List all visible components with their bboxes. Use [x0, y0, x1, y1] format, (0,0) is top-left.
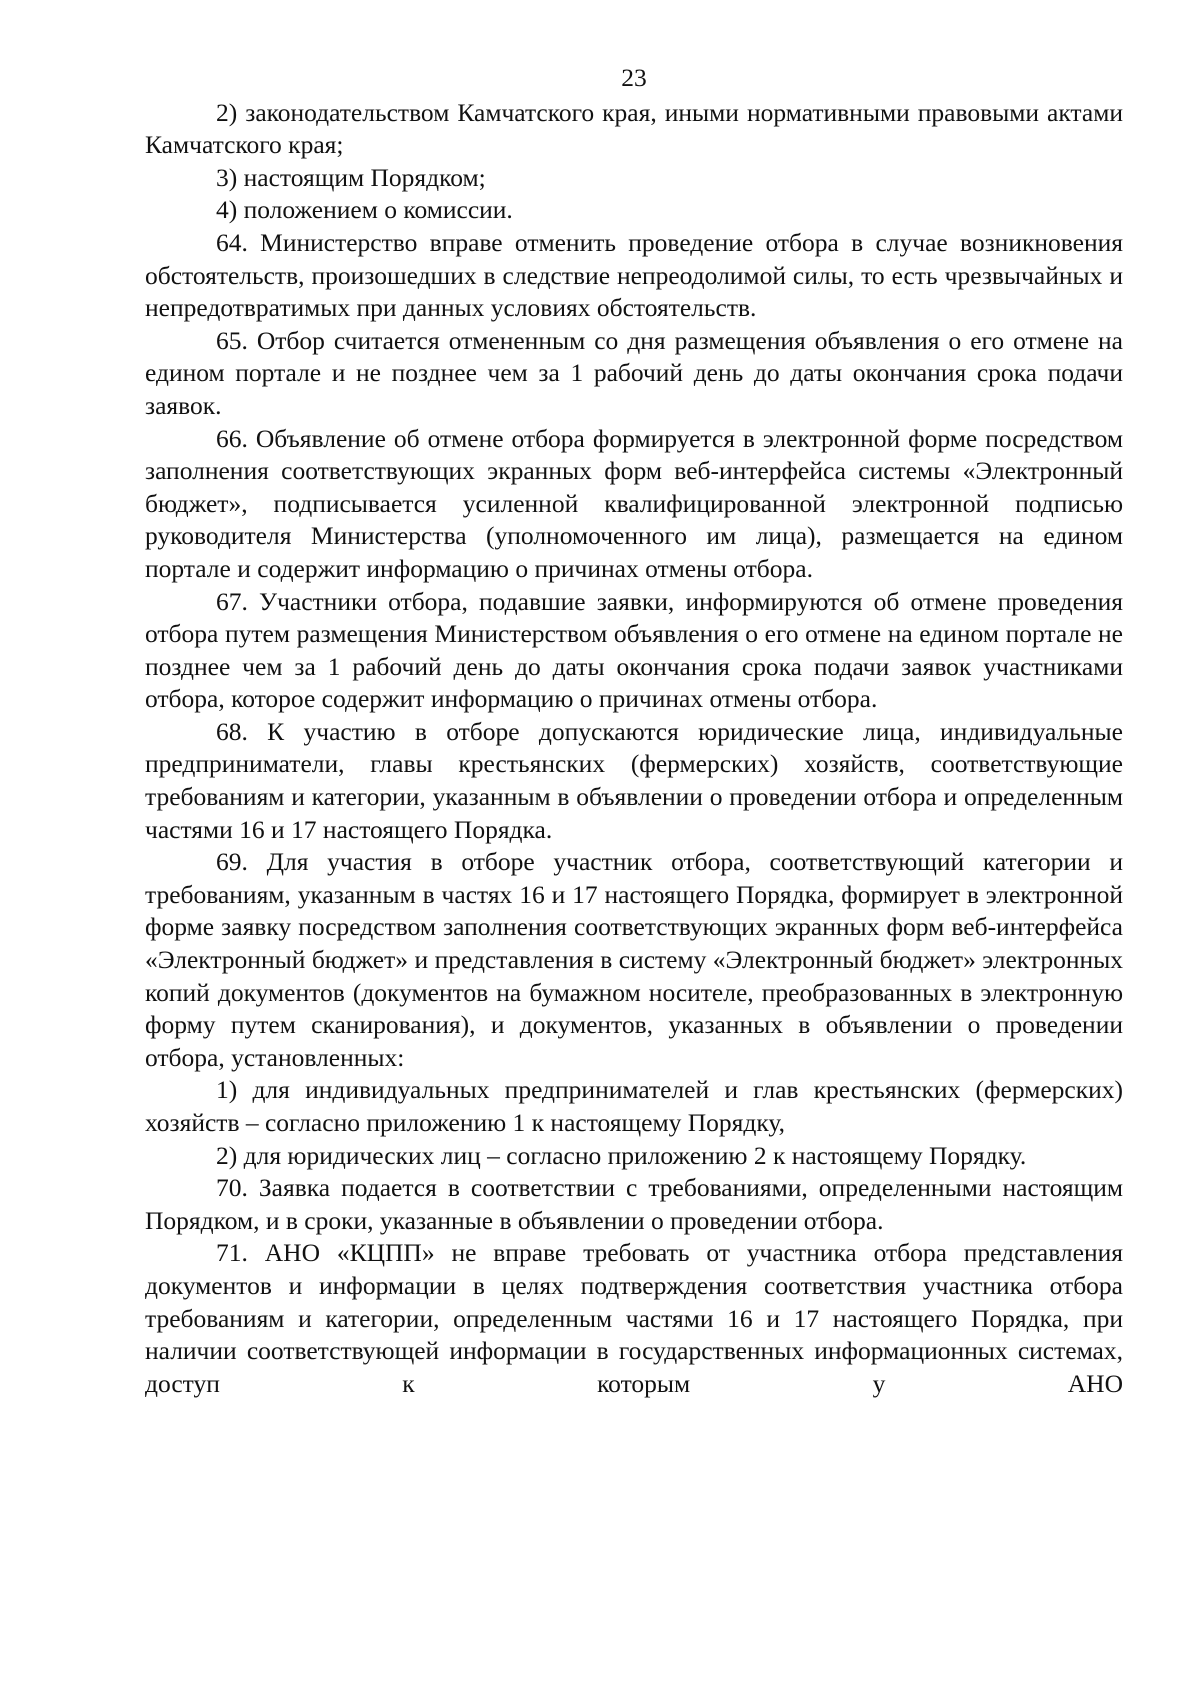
- paragraph-66: 66. Объявление об отмене отбора формируется в электронной форме посредством заполнения соответствующих экранных форм веб-интерфейса системы «Электронный бюджет», подписывается усиленной квалифицированной электронной подписью руководителя Министерства (уполномоченного им лица), размещается на едином портале и содержит информацию о причинах отмены отбора.: [145, 423, 1123, 583]
- paragraph-69-item-1: 1) для индивидуальных предпринимателей и глав крестьянских (фермерских) хозяйств – согласно приложению 1 к настоящему Порядку,: [145, 1075, 1123, 1137]
- paragraph-65: 65. Отбор считается отмененным со дня размещения объявления о его отмене на едином портале и не позднее чем за 1 рабочий день до даты окончания срока подачи заявок.: [145, 325, 1123, 420]
- paragraph-this-order: 3) настоящим Порядком;: [216, 162, 486, 192]
- paragraph-70: 70. Заявка подается в соответствии с требованиями, определенными настоящим Порядком, и в сроки, указанные в объявлении о проведении отбора.: [145, 1173, 1123, 1235]
- paragraph-68: 68. К участию в отборе допускаются юридические лица, индивидуальные предприниматели, главы крестьянских (фермерских) хозяйств, соответствующие требованиям и категории, указанным в объявлении о проведении отбора и определенным частями 16 и 17 настоящего Порядка.: [145, 716, 1123, 844]
- paragraph-67: 67. Участники отбора, подавшие заявки, информируются об отмене проведения отбора путем размещения Министерством объявления о его отмене на едином портале не позднее чем за 1 рабочий день до даты окончания срока подачи заявок участниками отбора, которое содержит информацию о причинах отмены отбора.: [145, 586, 1123, 714]
- paragraph-commission-regulation: 4) положением о комиссии.: [216, 195, 513, 225]
- document-page: [145, 62, 1123, 1400]
- paragraph-64: 64. Министерство вправе отменить проведение отбора в случае возникновения обстоятельств, произошедших в следствие непреодолимой силы, то есть чрезвычайных и непредотвратимых при данных условиях обстоятельств.: [145, 227, 1123, 323]
- page-number: 23: [621, 63, 647, 92]
- paragraph-legislation: 2) законодательством Камчатского края, иными нормативными правовыми актами Камчатского края;: [145, 97, 1123, 160]
- paragraph-71: 71. АНО «КЦПП» не вправе требовать от участника отбора представления документов и информации в целях подтверждения соответствия участника отбора требованиям и категории, определенным частями 16 и 17 настоящего Порядка, при наличии соответствующей информации в государственных информационных системах, доступ к которым у АНО: [145, 1238, 1123, 1398]
- paragraph-69-item-2: 2) для юридических лиц – согласно приложению 2 к настоящему Порядку.: [216, 1140, 1027, 1170]
- paragraph-69: 69. Для участия в отборе участник отбора, соответствующий категории и требованиям, указанным в частях 16 и 17 настоящего Порядка, формирует в электронной форме заявку посредством заполнения соответствующих экранных форм веб-интерфейса «Электронный бюджет» и представления в систему «Электронный бюджет» электронных копий документов (документов на бумажном носителе, преобразованных в электронную форму путем сканирования), и документов, указанных в объявлении о проведении отбора, установленных:: [145, 847, 1123, 1072]
